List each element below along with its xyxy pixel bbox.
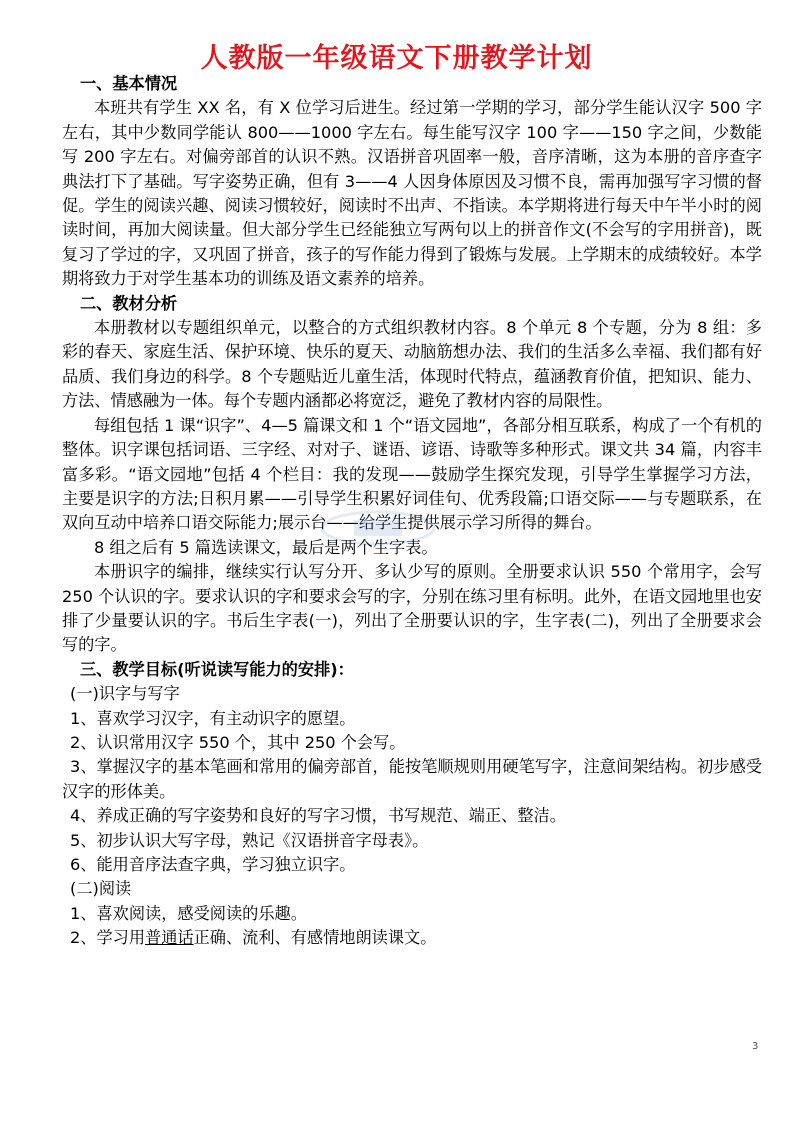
paragraph-textbook-analysis-2: 每组包括 1 课“识字”、4—5 篇课文和 1 个“语文园地”，各部分相互联系，构成了一个有机的整体。识字课包括词语、三字经、对对子、谜语、谚语、诗歌等多种形式。课文共 34 篇，内容丰富多彩。“语文园地”包括 4 个栏目：我的发现——鼓励学生探究发现，引导学生掌握学习方法，主要是识字的方法;日积月累——引导学生积累好词佳句、优秀段篇;口语交际——与专题联系，在双向互动中培养口语交际能力;展示台——给学生提供展示学习所得的舞台。 [62, 415, 762, 533]
paragraph-textbook-analysis-4: 本册识字的编排，继续实行认写分开、多认少写的原则。全册要求认识 550 个常用字，会写 250 个认识的字。要求认识的字和要求会写的字，分别在练习里有标明。此外，在语文园地里也安排了少量要认识的字。书后生字表(一)，列出了全册要认识的字，生字表(二)，列出了全册要求会写的字。 [62, 562, 762, 655]
page-number: 3 [752, 1041, 759, 1052]
list-item: 1、喜欢阅读，感受阅读的乐趣。 [70, 903, 307, 923]
section-heading-teaching-goals: 三、教学目标(听说读写能力的安排)： [80, 659, 354, 679]
list-item: 4、养成正确的写字姿势和良好的写字习惯，书写规范、端正、整洁。 [70, 806, 566, 826]
paragraph-textbook-analysis-3: 8 组之后有 5 篇选读课文，最后是两个生字表。 [94, 537, 438, 557]
subheading-reading: (二)阅读 [70, 879, 132, 899]
list-item: 6、能用音序法查字典，学习独立识字。 [70, 855, 356, 874]
paragraph-textbook-analysis-1: 本册教材以专题组织单元，以整合的方式组织教材内容。8 个单元 8 个专题，分为 8 组：多彩的春天、家庭生活、保护环境、快乐的夏天、动脑筋想办法、我们的生活多么幸福、我们都有好品质、我们身边的科学。8 个专题贴近儿童生活，体现时代特点，蕴涵教育价值，把知识、能力、方法、情感融为一体。每个专题内涵都必将宽泛，避免了教材内容的局限性。 [62, 318, 762, 411]
watermark-logo [318, 508, 438, 548]
list-item-text: 2、学习用 [70, 928, 146, 948]
list-item: 3、掌握汉字的基本笔画和常用的偏旁部首，能按笔顺规则用硬笔写字，注意间架结构。初步感受汉字的形体美。 [62, 757, 762, 801]
list-item: 2、认识常用汉字 550 个，其中 250 个会写。 [70, 732, 406, 752]
section-heading-textbook-analysis: 二、教材分析 [80, 293, 178, 313]
list-item-text: 正确、流利、有感情地朗读课文。 [193, 928, 437, 948]
paragraph-basic-situation: 本班共有学生 XX 名，有 X 位学习后进生。经过第一学期的学习，部分学生能认汉字 500 字左右，其中少数同学能认 800——1000 字左右。每生能写汉字 100 字——150 字之间，少数能写 200 字左右。对偏旁部首的认识不熟。汉语拼音巩固率一般，音序清晰，这为本册的音序查字典法打下了基础。写字姿势正确，但有 3——4 人因身体原因及习惯不良，需再加强写字习惯的督促。学生的阅读兴趣、阅读习惯较好，阅读时不出声、不指读。本学期将进行每天中午半小时的阅读时间，再加大阅读量。但大部分学生已经能独立写两句以上的拼音作文(不会写的字用拼音)，既复习了学过的字，又巩固了拼音，孩子的写作能力得到了锻炼与发展。上学期末的成绩较好。本学期将致力于对学生基本功的训练及语文素养的培养。 [62, 98, 762, 289]
section-heading-basic-situation: 一、基本情况 [80, 74, 178, 93]
document-title: 人教版一年级语文下册教学计划 [200, 43, 593, 74]
list-item [62, 926, 762, 950]
list-item: 1、喜欢学习汉字，有主动识字的愿望。 [70, 708, 356, 728]
mandarin-link[interactable]: 普通话 [145, 928, 194, 948]
list-item: 5、初步认识大写字母，熟记《汉语拼音字母表》。 [70, 830, 429, 850]
subheading-literacy-writing: (一)识字与写字 [70, 684, 180, 704]
